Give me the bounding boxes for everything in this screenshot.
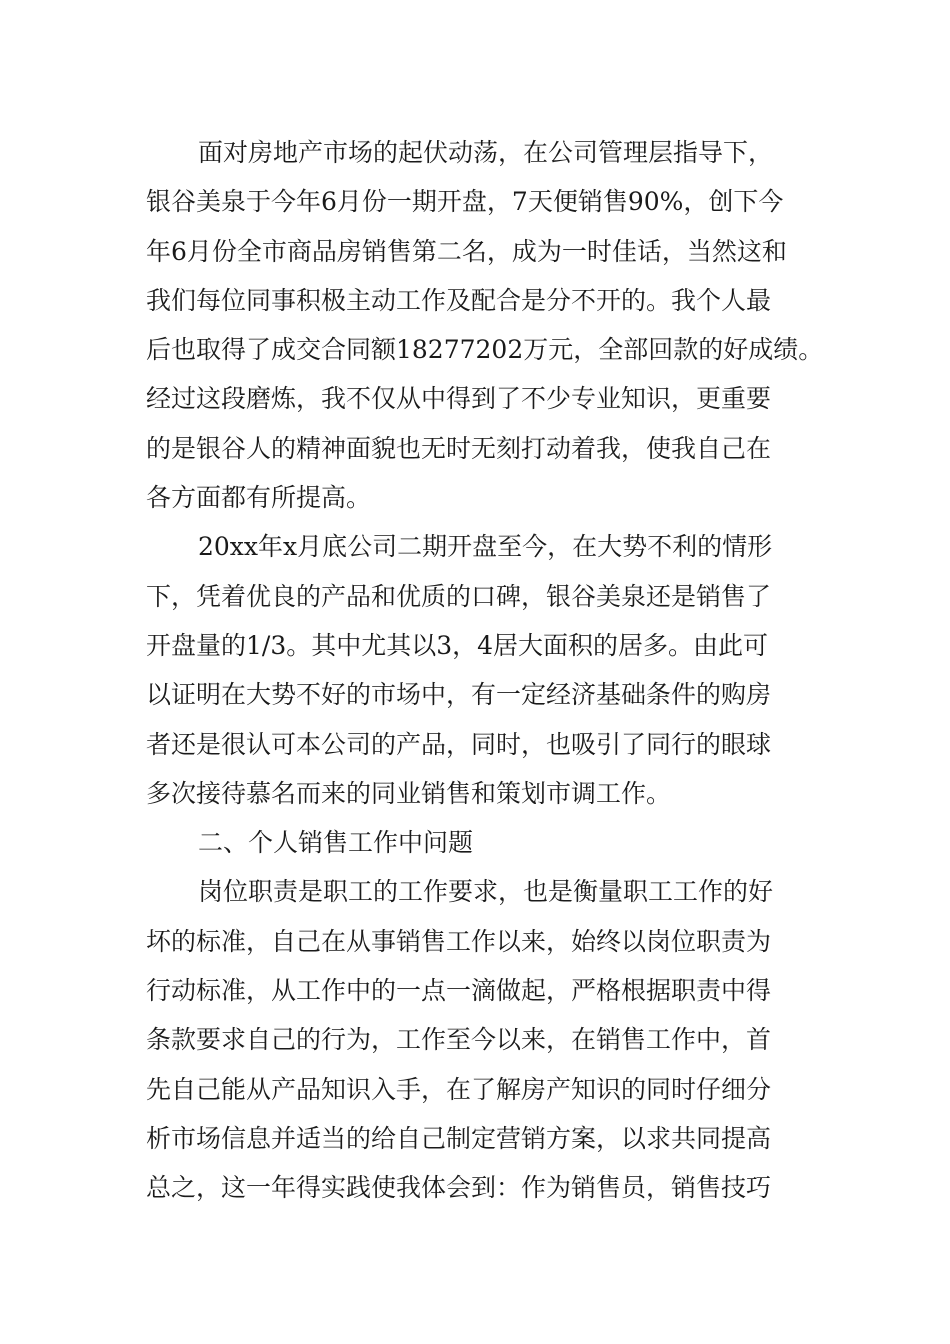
text-line: 银谷美泉于今年6月份一期开盘，7天便销售90%，创下今 <box>146 187 784 217</box>
text-line: 坏的标准，自己在从事销售工作以来，始终以岗位职责为 <box>146 926 772 956</box>
text-line: 多次接待慕名而来的同业销售和策划市调工作。 <box>146 778 672 808</box>
text-line: 经过这段磨炼，我不仅从中得到了不少专业知识，更重要 <box>146 384 772 414</box>
text-line: 以证明在大势不好的市场中，有一定经济基础条件的购房 <box>146 680 772 710</box>
text-line: 后也取得了成交合同额18277202万元，全部回款的好成绩。 <box>146 335 824 365</box>
text-line: 者还是很认可本公司的产品，同时，也吸引了同行的眼球 <box>146 729 772 759</box>
text-line: 岗位职责是职工的工作要求，也是衡量职工工作的好 <box>198 877 774 907</box>
document-body <box>146 128 846 1213</box>
text-line: 总之，这一年得实践使我体会到：作为销售员，销售技巧 <box>146 1173 772 1203</box>
text-line: 的是银谷人的精神面貌也无时无刻打动着我，使我自己在 <box>146 433 772 463</box>
text-line: 我们每位同事积极主动工作及配合是分不开的。我个人最 <box>146 285 772 315</box>
text-line: 20xx年x月底公司二期开盘至今，在大势不利的情形 <box>198 532 773 562</box>
text-line: 行动标准，从工作中的一点一滴做起，严格根据职责中得 <box>146 976 772 1006</box>
text-line: 二、个人销售工作中问题 <box>198 828 474 858</box>
text-line: 先自己能从产品知识入手，在了解房产知识的同时仔细分 <box>146 1074 772 1104</box>
text-line: 面对房地产市场的起伏动荡，在公司管理层指导下， <box>198 138 774 167</box>
text-line: 下，凭着优良的产品和优质的口碑，银谷美泉还是销售了 <box>146 581 772 611</box>
text-line: 开盘量的1/3。其中尤其以3，4居大面积的居多。由此可 <box>146 630 769 660</box>
text-line: 条款要求自己的行为，工作至今以来，在销售工作中，首 <box>146 1025 772 1055</box>
text-line: 各方面都有所提高。 <box>146 483 372 513</box>
text-line: 析市场信息并适当的给自己制定营销方案，以求共同提高 <box>146 1123 772 1153</box>
text-line: 年6月份全市商品房销售第二名，成为一时佳话，当然这和 <box>146 236 787 266</box>
